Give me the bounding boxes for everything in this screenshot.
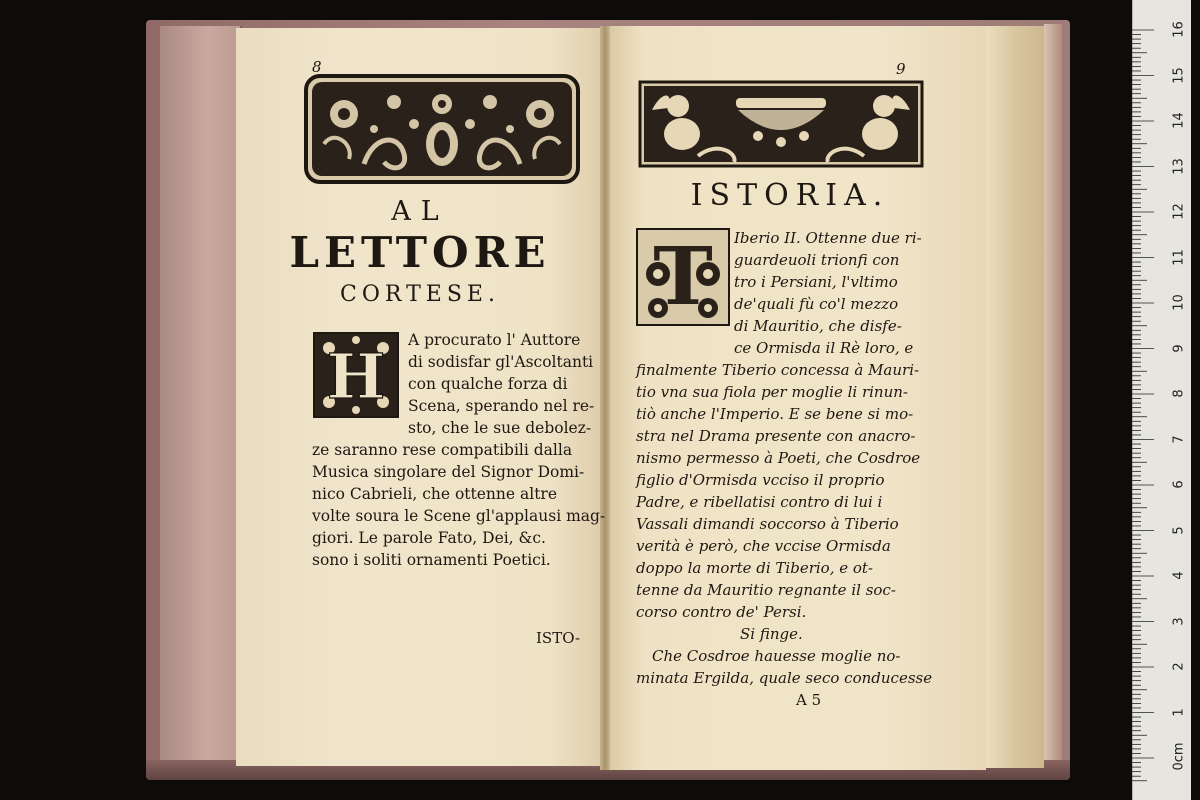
- body-line: verità è però, che vccise Ormisda: [636, 537, 891, 555]
- catchword: ISTO-: [536, 629, 581, 647]
- drop-cap-t-letter: T: [653, 229, 713, 323]
- body-line: volte soura le Scene gl'applausi mag-: [312, 507, 606, 525]
- body-line: con qualche forza di: [408, 375, 568, 393]
- heading-cortese: CORTESE.: [340, 282, 500, 307]
- page-number-right: 9: [896, 60, 906, 78]
- book-gutter: [600, 26, 610, 770]
- body-line: Iberio II. Ottenne due ri-: [734, 229, 922, 247]
- body-line: doppo la morte di Tiberio, e ot-: [636, 559, 873, 577]
- body-line: tio vna sua fiola per moglie li rinun-: [636, 383, 908, 401]
- ruler-label: 8: [1171, 389, 1187, 398]
- body-line: nico Cabrieli, che ottenne altre: [312, 485, 558, 503]
- body-line: tiò anche l'Imperio. E se bene si mo-: [636, 405, 914, 423]
- page-stack-right: [984, 26, 1044, 768]
- ruler-label: 9: [1171, 343, 1187, 353]
- body-line: Scena, sperando nel re-: [408, 397, 595, 415]
- ruler-label: 4: [1171, 571, 1187, 580]
- body-line: Si finge.: [740, 625, 803, 643]
- body-line: guardeuoli trionfi con: [734, 251, 900, 269]
- body-line: di Mauritio, che disfe-: [734, 317, 902, 335]
- body-line: A procurato l' Auttore: [408, 331, 581, 349]
- decorated-initial-t: [636, 228, 730, 326]
- body-line: finalmente Tiberio concessa à Mauri-: [636, 361, 920, 379]
- body-line: de'quali fù co'l mezzo: [734, 295, 899, 313]
- body-line: minata Ergilda, quale seco conducesse: [636, 669, 933, 687]
- body-line: tro i Persiani, l'vltimo: [734, 273, 898, 291]
- woodcut-ornament-right: [638, 80, 924, 168]
- ruler-label: 6: [1171, 480, 1187, 489]
- ruler-label: 2: [1171, 662, 1187, 671]
- ruler-label: 16: [1171, 21, 1187, 38]
- ruler-label: 7: [1171, 434, 1187, 444]
- body-line: Vassali dimandi soccorso à Tiberio: [636, 515, 899, 533]
- body-line: nismo permesso à Poeti, che Cosdroe: [636, 449, 921, 467]
- body-line: figlio d'Ormisda vcciso il proprio: [636, 471, 885, 489]
- body-line: corso contro de' Persi.: [636, 603, 807, 621]
- ruler-label: 13: [1171, 157, 1187, 175]
- body-line: Padre, e ribellatisi contro di lui i: [636, 493, 883, 511]
- body-line: sto, che le sue debolez-: [408, 419, 592, 437]
- body-line: stra nel Drama presente con anacro-: [636, 427, 916, 445]
- ruler-label: 10: [1171, 294, 1187, 311]
- ruler-label: 0cm: [1171, 742, 1187, 771]
- woodcut-ornament-left: [304, 74, 580, 184]
- body-line: ce Ormisda il Rè loro, e: [734, 339, 914, 357]
- decorated-initial-h: [313, 332, 399, 418]
- drop-cap-h-letter: H: [326, 340, 386, 413]
- ruler-label: 5: [1171, 525, 1187, 535]
- body-line: ze saranno rese compatibili dalla: [312, 441, 573, 459]
- body-line: giori. Le parole Fato, Dei, &c.: [312, 529, 546, 547]
- heading-istoria: ISTORIA.: [690, 178, 890, 213]
- ruler-label: 1: [1171, 707, 1187, 717]
- heading-al: AL: [391, 196, 449, 227]
- body-line: tenne da Mauritio regnante il soc-: [636, 581, 896, 599]
- book-board-edge-right: [1044, 24, 1062, 772]
- ruler-label: 11: [1171, 248, 1187, 266]
- ruler-label: 12: [1171, 203, 1187, 220]
- ruler-label: 3: [1171, 616, 1187, 626]
- body-line: Che Cosdroe hauesse moglie no-: [652, 647, 901, 665]
- page-number-left: 8: [312, 58, 322, 76]
- ruler-label: 14: [1171, 112, 1187, 129]
- body-line: Musica singolare del Signor Domi-: [312, 463, 585, 481]
- signature-mark: A 5: [796, 691, 822, 709]
- book-endpaper-left: [160, 26, 242, 766]
- ruler-label: 15: [1171, 66, 1187, 84]
- heading-lettore: LETTORE: [289, 228, 551, 277]
- body-line: di sodisfar gl'Ascoltanti: [408, 353, 594, 371]
- body-line: sono i soliti ornamenti Poetici.: [312, 551, 551, 569]
